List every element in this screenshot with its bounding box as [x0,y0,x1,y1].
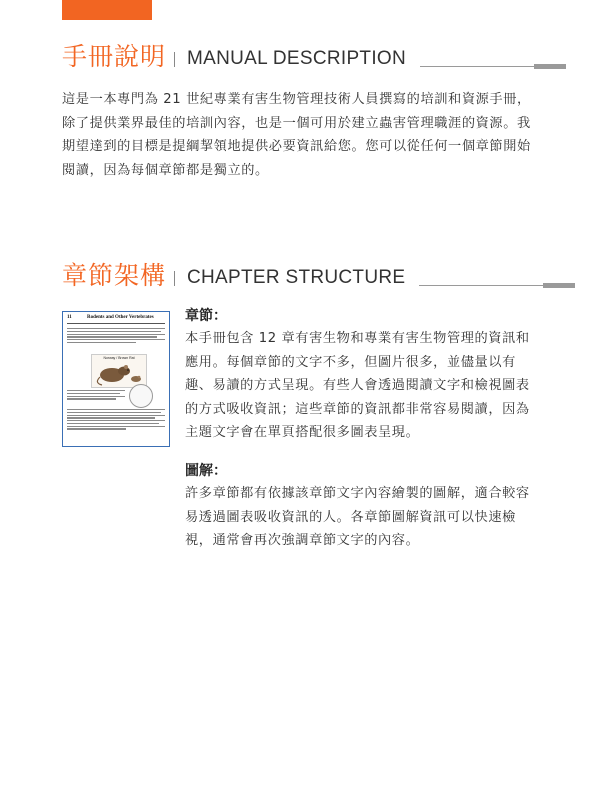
chapter-page-thumbnail [62,311,170,447]
header-rule-end [543,283,575,288]
illustrations-subheading: 圖解： [185,463,227,479]
thumbnail-text-block [67,328,165,345]
illustrations-description-text: 許多章節都有依據該章節文字內容繪製的圖解，適合較容易透過圖表吸收資訊的人。各章節圖解資訊可以快速檢視，通常會再次強調章節文字的內容。 [185,486,530,548]
thumbnail-chapter-title: Rodents and Other Vertebrates [86,315,154,320]
thumbnail-text-block [67,390,125,401]
manual-section-header [62,32,566,72]
header-rule [420,66,534,67]
thumbnail-circular-figure [129,384,153,408]
header-rule-end [534,64,566,69]
chapter-title-en: CHAPTER STRUCTURE [187,267,406,288]
manual-title-en: MANUAL DESCRIPTION [187,48,407,69]
title-separator [174,271,175,286]
thumbnail-header-rule [67,323,165,324]
chapter-title-cn: 章節架構 [62,261,167,290]
thumbnail-rat-figure [91,354,147,388]
manual-description-text: 這是一本專門為 21 世紀專業有害生物管理技術人員撰寫的培訓和資源手冊，除了提供業界最佳的培訓內容，也是一個可用於建立蟲害管理職涯的資源。我期望達到的目標是提綱挈領地提供必要資訊給您。您可以從任何一個章節開始閱讀，因為每個章節都是獨立的。 [62,92,531,178]
chapters-description-text: 本手冊包含 12 章有害生物和專業有害生物管理的資訊和應用。每個章節的文字不多，但圖片很多，並儘量以有趣、易讀的方式呈現。有些人會透過閱讀文字和檢視圖表的方式吸收資訊；這些章節的資訊都非常容易閱讀，因為主題文字會在單頁搭配很多圖表呈現。 [185,331,530,440]
chapter-section-header [62,251,575,291]
chapters-subheading: 章節： [185,308,227,324]
title-separator [174,52,175,67]
manual-title-cn: 手冊說明 [62,42,167,71]
thumbnail-text-block [67,409,165,431]
thumbnail-header [67,315,154,320]
thumbnail-figure-label: Norway / Brown Rat [103,356,135,360]
header-rule [419,285,543,286]
thumbnail-chapter-number: 11 [67,315,72,320]
top-accent-bar [62,0,152,20]
